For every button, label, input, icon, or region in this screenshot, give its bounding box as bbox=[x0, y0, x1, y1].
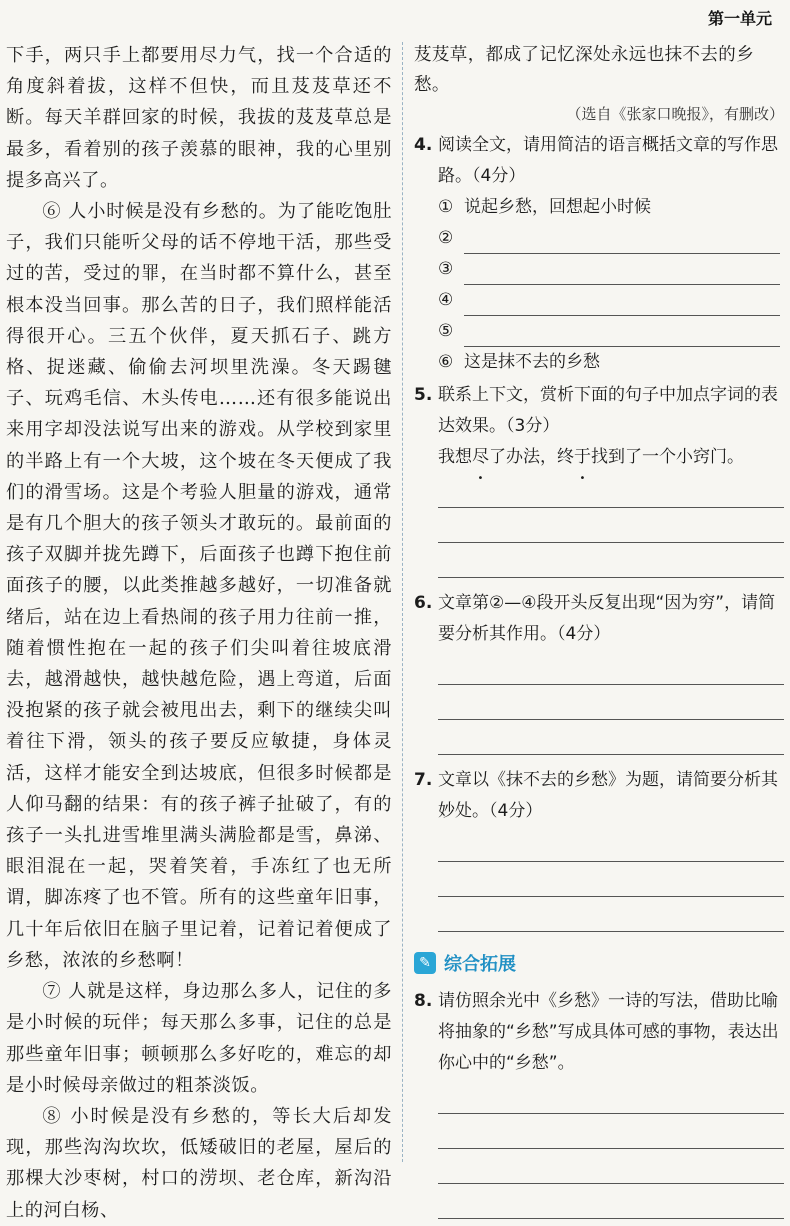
sentence-part: 我想 bbox=[438, 447, 472, 467]
answer-line[interactable] bbox=[438, 1149, 784, 1184]
passage-paragraph: ⑥ 人小时候是没有乡愁的。为了能吃饱肚子，我们只能听父母的话不停地干活，那些受过的苦，受过的罪，在当时都不算什么，甚至根本没当回事。那么苦的日子，我们照样能活得很开心。三五个伙伴，夏天抓石子、跳方格、捉迷藏、偷偷去河坝里洗澡。冬天踢毽子、玩鸡毛信、木头传电……还有很多能说出来用字却没法说写出来的游戏。从学校到家里的半路上有一个大坡，这个坡在冬天便成了我们的滑雪场。这是个考验人胆量的游戏，通常是有几个胆大的孩子领头才敢玩的。最前面的孩子双脚并拢先蹲下，后面孩子也蹲下抱住前面孩子的腰，以此类推越多越好，一切准备就绪后，站在边上看热闹的孩子用力往前一推，随着惯性抱在一起的孩子们尖叫着往坡底滑去，越滑越快，越快越危险，遇上弯道，后面没抱紧的孩子就会被甩出去，剩下的继续尖叫着往下滑，领头的孩子要反应敏捷，身体灵活，这样才能安全到达坡底，但很多时候都是人仰马翻的结果：有的孩子裤子扯破了，有的孩子一头扎进雪堆里满头满脸都是雪，鼻涕、眼泪混在一起，哭着笑着，手冻红了也无所谓，脚冻疼了也不管。所有的这些童年旧事，几十年后依旧在脑子里记着，记着记着便成了乡愁，浓浓的乡愁啊！ bbox=[6, 201, 392, 971]
unit-header: 第一单元 bbox=[707, 9, 772, 28]
dotted-word: 尽 bbox=[472, 447, 489, 467]
sentence-part: 了办法，终 bbox=[489, 447, 574, 467]
answer-line[interactable] bbox=[438, 862, 784, 897]
passage-paragraph: ⑧ 小时候是没有乡愁的，等长大后却发现，那些沟沟坎坎，低矮破旧的老屋，屋后的那棵大沙枣树，村口的涝坝、老仓库，新沟沿上的河白杨、 bbox=[6, 1105, 392, 1221]
question-4 bbox=[414, 130, 784, 378]
answer-line[interactable] bbox=[438, 1079, 784, 1114]
reading-passage bbox=[6, 40, 392, 1226]
question-6 bbox=[414, 588, 784, 755]
passage-continuation: 芨芨草，都成了记忆深处永远也抹不去的乡愁。 bbox=[414, 45, 755, 95]
answer-blank[interactable] bbox=[464, 324, 780, 347]
answer-line[interactable] bbox=[438, 720, 784, 755]
step-row bbox=[438, 223, 784, 254]
question-text: 阅读全文，请用简洁的语言概括文章的写作思路。（4分） bbox=[438, 135, 778, 186]
question-number: 4. bbox=[414, 135, 433, 155]
question-text: 文章第②—④段开头反复出现“因为穷”，请简要分析其作用。（4分） bbox=[438, 593, 776, 644]
sentence-part: 找到了一个小窍门。 bbox=[591, 447, 744, 467]
pencil-icon: ✎ bbox=[414, 952, 436, 974]
step-row bbox=[438, 254, 784, 285]
dotted-word: 于 bbox=[574, 447, 591, 467]
answer-blank[interactable] bbox=[464, 231, 780, 254]
answer-blank[interactable] bbox=[464, 262, 780, 285]
answer-line[interactable] bbox=[438, 473, 784, 508]
step-row bbox=[438, 192, 784, 223]
section-banner bbox=[414, 950, 784, 976]
question-text: 请仿照余光中《乡愁》一诗的写法，借助比喻将抽象的“乡愁”写成具体可感的事物，表达出你心中的“乡愁”。 bbox=[438, 991, 779, 1073]
step-marker: ① bbox=[438, 197, 454, 217]
step-row bbox=[438, 347, 784, 378]
question-5 bbox=[414, 380, 784, 578]
section-title: 综合拓展 bbox=[444, 954, 516, 975]
step-given-text: 说起乡愁，回想起小时候 bbox=[464, 197, 651, 217]
answer-line[interactable] bbox=[438, 650, 784, 685]
step-given-text: 这是抹不去的乡愁 bbox=[464, 352, 600, 372]
column-divider bbox=[402, 42, 403, 1162]
answer-blank[interactable] bbox=[464, 293, 780, 316]
question-text: 联系上下文，赏析下面的句子中加点字词的表达效果。（3分） bbox=[438, 385, 778, 436]
answer-line[interactable] bbox=[438, 508, 784, 543]
step-marker: ⑤ bbox=[438, 321, 454, 341]
step-marker: ② bbox=[438, 228, 454, 248]
question-number: 7. bbox=[414, 770, 433, 790]
step-marker: ③ bbox=[438, 259, 454, 279]
question-8 bbox=[414, 986, 784, 1219]
answer-line[interactable] bbox=[438, 543, 784, 578]
question-7 bbox=[414, 765, 784, 932]
question-number: 5. bbox=[414, 385, 433, 405]
answer-line[interactable] bbox=[438, 1184, 784, 1219]
passage-paragraph: 下手，两只手上都要用尽力气，找一个合适的角度斜着拔，这样不但快，而且芨芨草还不断。每天羊群回家的时候，我拔的芨芨草总是最多，看着别的孩子羡慕的眼神，我的心里别提多高兴了。 bbox=[6, 45, 392, 191]
step-marker: ⑥ bbox=[438, 352, 454, 372]
questions-column bbox=[414, 40, 784, 1219]
question-number: 8. bbox=[414, 991, 433, 1011]
answer-line[interactable] bbox=[438, 897, 784, 932]
step-row bbox=[438, 316, 784, 347]
answer-line[interactable] bbox=[438, 827, 784, 862]
source-note: （选自《张家口晚报》，有删改） bbox=[566, 105, 784, 123]
passage-paragraph: ⑦ 人就是这样，身边那么多人，记住的多是小时候的玩伴；每天那么多事，记住的总是那些童年旧事；顿顿那么多好吃的，难忘的却是小时候母亲做过的粗茶淡饭。 bbox=[6, 981, 392, 1096]
question-text: 文章以《抹不去的乡愁》为题，请简要分析其妙处。（4分） bbox=[438, 770, 778, 821]
step-row bbox=[438, 285, 784, 316]
answer-line[interactable] bbox=[438, 685, 784, 720]
step-marker: ④ bbox=[438, 290, 454, 310]
answer-line[interactable] bbox=[438, 1114, 784, 1149]
quoted-sentence bbox=[438, 442, 784, 473]
question-number: 6. bbox=[414, 593, 433, 613]
